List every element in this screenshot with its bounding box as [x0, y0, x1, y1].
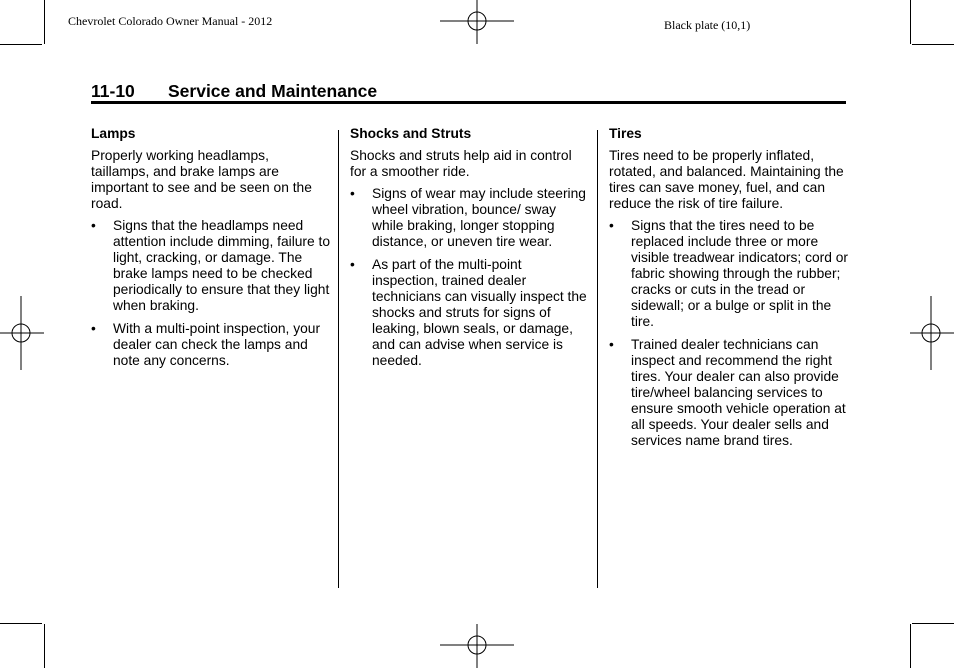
registration-mark-bottom [440, 624, 514, 668]
list-item [350, 257, 590, 369]
section-intro: Properly working headlamps, taillamps, and brake lamps are important to see and be seen on the road. [91, 148, 312, 211]
list-item-text: Trained dealer technicians can inspect and recommend the right tires. Your dealer can also provide tire/wheel balancing services to ensure smooth vehicle operation at all speeds. Your dealer sells and services name brand tires. [631, 337, 846, 448]
list-item-text: Signs that the headlamps need attention include dimming, failure to light, cracking, or damage. The brake lamps need to be checked periodically to ensure that they light when braking. [113, 218, 331, 313]
list-item-text: With a multi-point inspection, your dealer can check the lamps and note any concerns. [113, 321, 321, 368]
crop-mark [44, 624, 45, 668]
list-item-text: Signs that the tires need to be replaced include three or more visible treadwear indicators; cord or fabric showing through the rubber; cracks or cuts in the tread or sidewall; or a bulge or split in the tire. [631, 218, 849, 329]
crop-mark [910, 0, 911, 44]
crop-mark [912, 623, 954, 624]
crop-mark [0, 623, 42, 624]
bullet-icon: • [91, 321, 96, 336]
bullet-icon: • [91, 218, 96, 233]
list-item [609, 337, 849, 449]
section-heading: Tires [609, 126, 642, 141]
column-divider [597, 130, 598, 588]
page-number: 11-10 [91, 81, 135, 101]
list-item [91, 321, 331, 369]
list-item-text: Signs of wear may include steering wheel vibration, bounce/ sway while braking, longer stopping distance, or uneven tire wear. [372, 186, 586, 249]
column-shocks-struts [350, 126, 590, 376]
plate-info: Black plate (10,1) [664, 18, 751, 32]
crop-mark [912, 44, 954, 45]
column-lamps [91, 126, 331, 376]
list-item [91, 218, 331, 314]
bullet-list [350, 186, 590, 369]
registration-mark-left [0, 296, 44, 370]
bullet-list [91, 218, 331, 369]
section-title: Service and Maintenance [168, 81, 378, 101]
registration-mark-top [440, 0, 514, 44]
list-item [609, 218, 849, 330]
crop-mark [44, 0, 45, 44]
header-rule [91, 101, 846, 104]
page-header [91, 80, 846, 102]
bullet-list [609, 218, 849, 449]
crop-mark [910, 624, 911, 668]
column-divider [338, 130, 339, 588]
registration-mark-right [910, 296, 954, 370]
column-tires [609, 126, 849, 456]
section-heading: Lamps [91, 126, 136, 141]
list-item [350, 186, 590, 250]
section-intro: Shocks and struts help aid in control for a smoother ride. [350, 148, 572, 179]
section-intro: Tires need to be properly inflated, rotated, and balanced. Maintaining the tires can save money, fuel, and can reduce the risk of tire failure. [609, 148, 844, 211]
crop-mark [0, 44, 42, 45]
bullet-icon: • [350, 186, 355, 201]
bullet-icon: • [609, 218, 614, 233]
bullet-icon: • [609, 337, 614, 352]
list-item-text: As part of the multi-point inspection, trained dealer technicians can visually inspect the shocks and struts for signs of leaking, blown seals, or damage, and can advise when service is needed. [372, 257, 587, 368]
manual-title: Chevrolet Colorado Owner Manual - 2012 [68, 14, 273, 28]
section-heading: Shocks and Struts [350, 126, 472, 141]
bullet-icon: • [350, 257, 355, 272]
